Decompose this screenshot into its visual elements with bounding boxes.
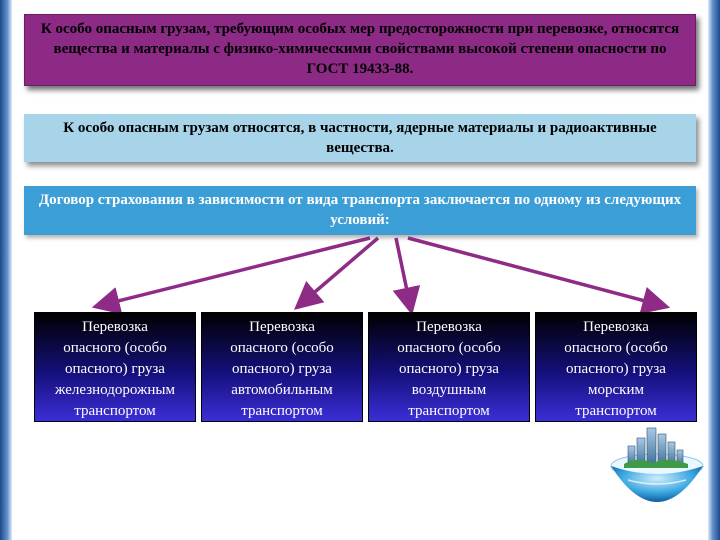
rail-line-2: опасного (особо (63, 340, 167, 356)
air-line-1: Перевозка (416, 319, 482, 335)
rail-transport-box (34, 312, 196, 422)
arrow-to-sea (408, 238, 660, 305)
arrow-to-auto (302, 238, 378, 303)
arrow-to-air (396, 238, 410, 305)
rail-line-1: Перевозка (82, 319, 148, 335)
sea-line-1: Перевозка (583, 319, 649, 335)
air-line-3: опасного) груза (399, 361, 499, 377)
globe-city-icon (598, 416, 716, 534)
auto-transport-box (201, 312, 363, 422)
auto-line-1: Перевозка (249, 319, 315, 335)
air-transport-box (368, 312, 530, 422)
rail-line-3: опасного) груза (65, 361, 165, 377)
sea-line-2: опасного (особо (564, 340, 668, 356)
contract-text: Договор страхования в зависимости от вида транспорта заключается по одному из следующих условий: (38, 192, 682, 228)
rail-line-5: транспортом (74, 403, 156, 419)
auto-line-5: транспортом (241, 403, 323, 419)
sea-line-4: морским (588, 382, 644, 398)
air-line-4: воздушным (411, 382, 487, 398)
auto-line-4: автомобильным (231, 382, 333, 398)
sea-line-5: транспортом (575, 403, 657, 419)
auto-line-2: опасного (особо (230, 340, 334, 356)
auto-line-3: опасного) груза (232, 361, 332, 377)
sea-line-3: опасного) груза (566, 361, 666, 377)
air-line-2: опасного (особо (397, 340, 501, 356)
arrow-to-rail (102, 238, 370, 305)
rail-line-4: железнодорожным (55, 382, 175, 398)
sea-transport-box (535, 312, 697, 422)
definition-text: К особо опасным грузам, требующим особых мер предосторожности при перевозке, относятся вещества и материалы с физико-химическими свойствами высокой степени опасности по ГОСТ 19433-88. (40, 21, 680, 77)
air-line-5: транспортом (408, 403, 490, 419)
example-text: К особо опасным грузам относятся, в частности, ядерные материалы и радиоактивные вещества. (63, 120, 657, 156)
